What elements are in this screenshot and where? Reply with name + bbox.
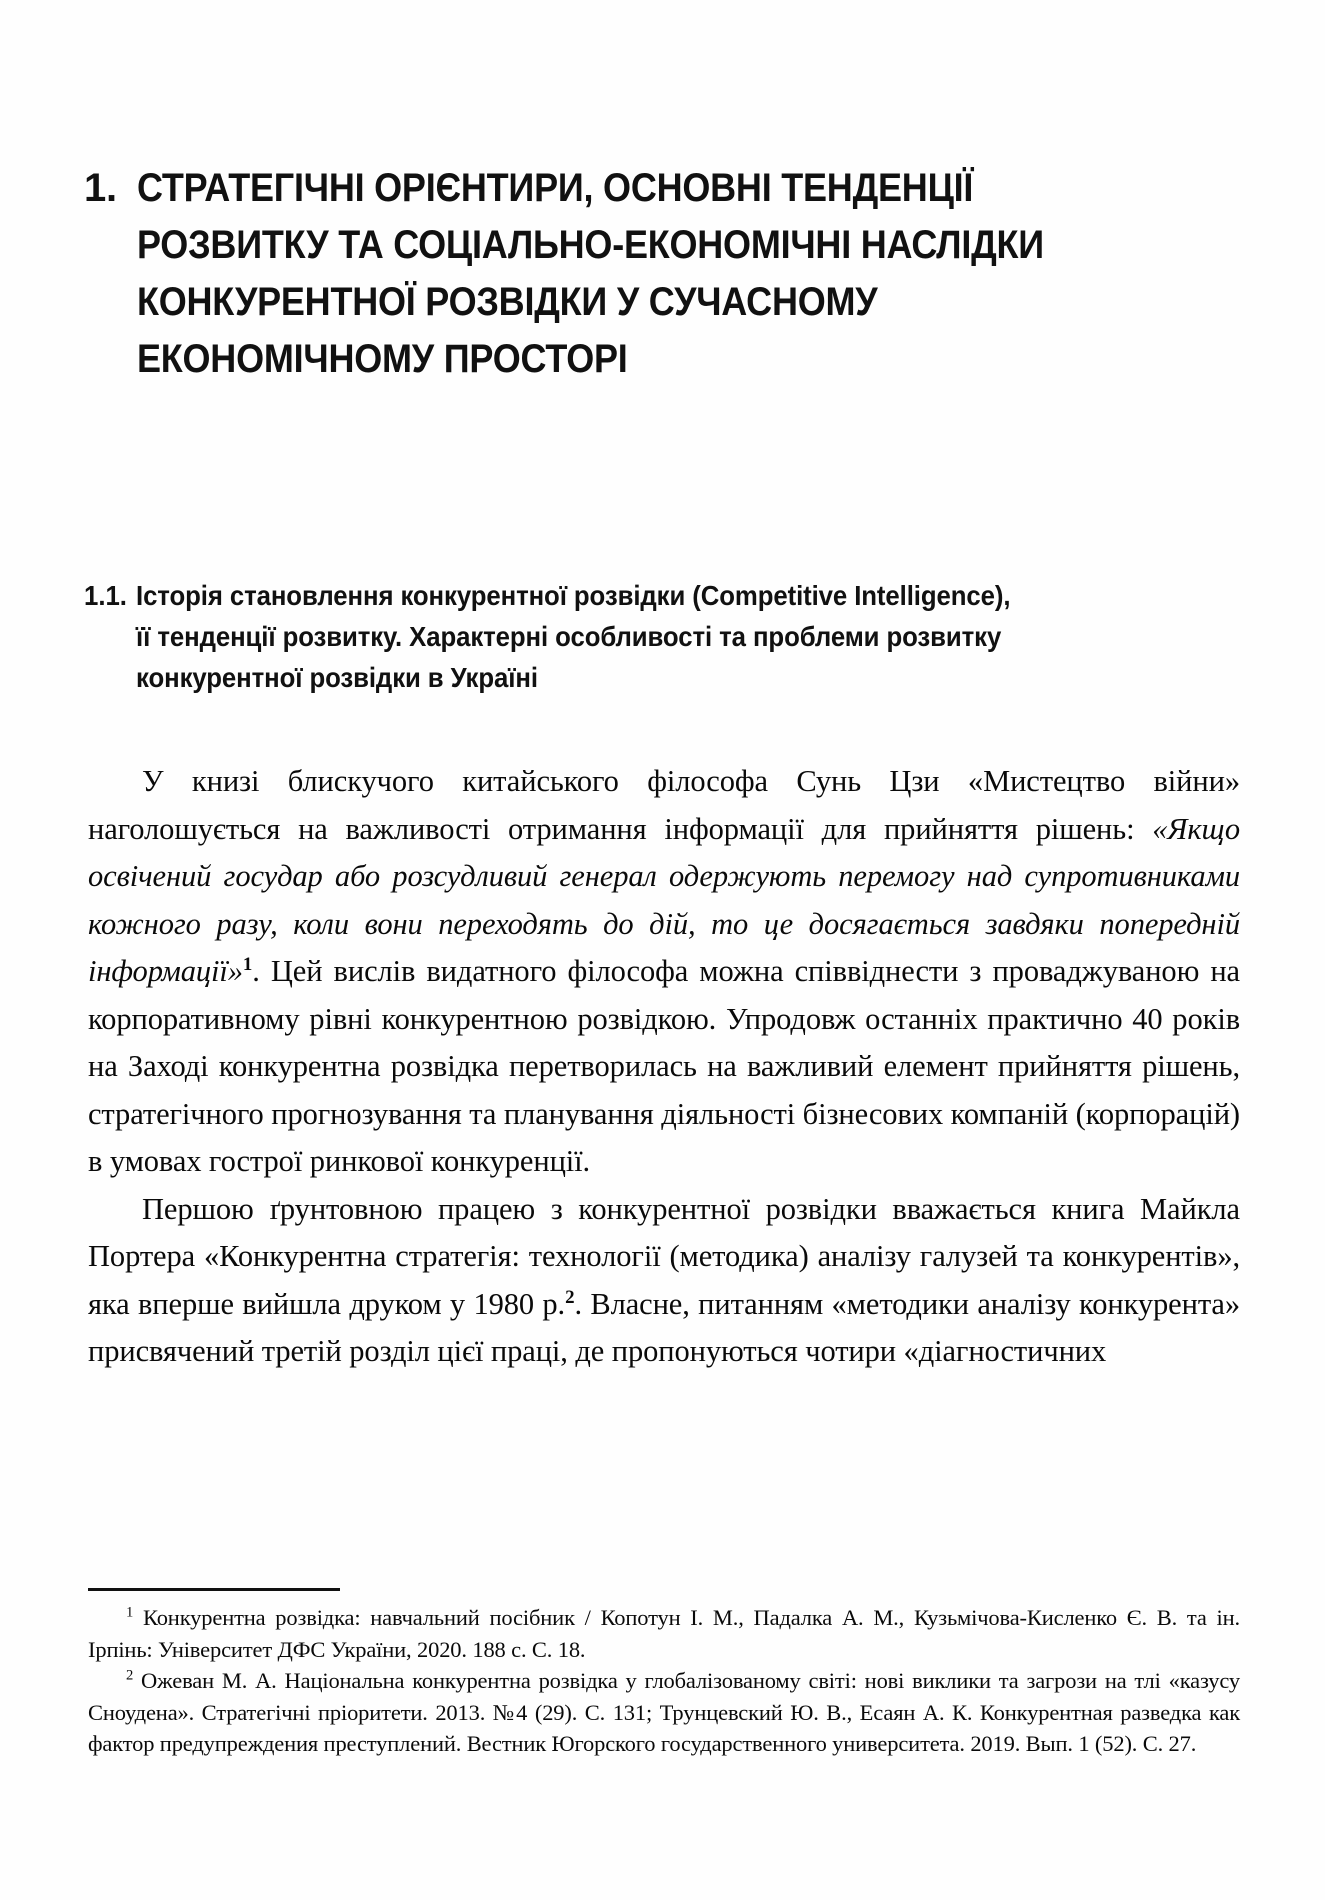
- paragraph-1-part-1: У книзі блискучого китайського філософа Сунь Цзи «Мистецтво війни» наголошується на важливості отримання інформації для прийняття рішень:: [88, 764, 1240, 846]
- paragraph-2-part-1: Першою ґрунтовною працею з конкурентної розвідки вважається книга Майкла Портера «Конкурентна стратегія: технології (методика) аналізу галузей та конкурентів», яка вперше вийшла друком у 1980 р.: [88, 1191, 1240, 1321]
- paragraph-2-part-2: . Власне, питанням «методики аналізу конкурента» присвячений третій розділ цієї праці, де пропонуються чотири «діагностичних: [88, 1286, 1241, 1368]
- paragraph-1-quote: «Якщо освічений государ або розсудливий генерал одержують перемогу над супротивниками кожного разу, коли вони переходять до дій, то це досягається завдяки попередній інформації»: [88, 811, 1240, 988]
- footnote-2: [88, 1665, 1240, 1760]
- footnote-separator-rule: [88, 1588, 340, 1591]
- footnote-1-marker: 1: [126, 1604, 134, 1621]
- footnote-2-marker: 2: [126, 1667, 134, 1684]
- paragraph-1-part-2: . Цей вислів видатного філософа можна співвіднести з проваджуваною на корпоративному рівні конкурентною розвідкою. Упродовж останніх практично 40 років на Заході конкурентна розвідка перетворилась на важливий елемент прийняття рішень, стратегічного прогнозування та планування діяльності бізнесових компаній (корпорацій) в умовах гострої ринкової конкуренції.: [88, 954, 1240, 1178]
- section-heading-lines: [136, 575, 1146, 698]
- section-heading-line-3: конкурентної розвідки в Україні: [136, 662, 538, 693]
- paragraph-1: [88, 758, 1240, 1186]
- footnote-marker-1[interactable]: 1: [242, 953, 253, 975]
- chapter-title-lines: [137, 160, 1106, 388]
- footnote-2-text: Ожеван М. А. Національна конкурентна розвідка у глобалізованому світі: нові виклики та загрози на тлі «казусу Сноудена». Стратегічні пріоритети. 2013. №4 (29). С. 131; Трунцевский Ю. В., Есаян А. К. Конкурентная разведка как фактор предупреждения преступлений. Вестник Югорского государственного университета. 2019. Вып. 1 (52). С. 27.: [88, 1668, 1240, 1756]
- chapter-number: 1.: [84, 166, 117, 210]
- section-heading: [84, 575, 1234, 698]
- body-text: [88, 758, 1240, 1376]
- paragraph-2: [88, 1186, 1240, 1376]
- chapter-title: [84, 160, 1214, 388]
- chapter-title-line-4: ЕКОНОМІЧНОМУ ПРОСТОРІ: [137, 337, 628, 381]
- chapter-title-line-1: СТРАТЕГІЧНІ ОРІЄНТИРИ, ОСНОВНІ ТЕНДЕНЦІЇ: [137, 166, 974, 210]
- footnote-1-text: Конкурентна розвідка: навчальний посібник / Копотун І. М., Падалка А. М., Кузьмічова-Кисленко Є. В. та ін. Ірпінь: Університет ДФС України, 2020. 188 с. С. 18.: [88, 1605, 1240, 1662]
- chapter-title-line-2: РОЗВИТКУ ТА СОЦІАЛЬНО-ЕКОНОМІЧНІ НАСЛІДКИ: [137, 223, 1044, 267]
- section-heading-line-1: Історія становлення конкурентної розвідки (Competitive Intelligence),: [136, 580, 1011, 611]
- footnote-1: [88, 1602, 1240, 1665]
- footnote-marker-2[interactable]: 2: [565, 1286, 575, 1308]
- footnotes-block: [88, 1588, 1240, 1760]
- section-number: 1.1.: [84, 580, 127, 611]
- chapter-title-line-3: КОНКУРЕНТНОЇ РОЗВІДКИ У СУЧАСНОМУ: [137, 280, 878, 324]
- section-heading-line-2: її тенденції розвитку. Характерні особливості та проблеми розвитку: [136, 621, 1002, 652]
